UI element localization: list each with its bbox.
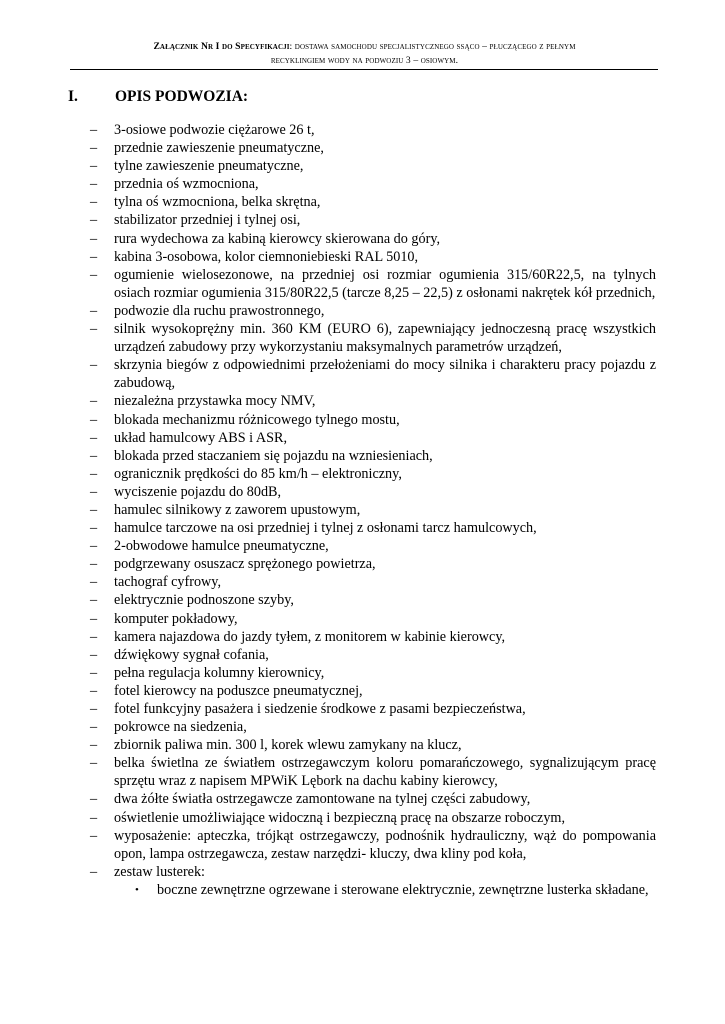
header-annex-label: Załącznik Nr I do Specyfikacji — [153, 41, 290, 52]
list-item-text: tylna oś wzmocniona, belka skrętna, — [114, 194, 321, 211]
list-item — [90, 537, 656, 555]
dash-marker: – — [90, 465, 98, 482]
dash-marker: – — [90, 122, 98, 138]
dash-marker: – — [90, 158, 98, 175]
list-item-text: tachograf cyfrowy, — [114, 574, 222, 591]
list-item-text: oświetlenie umożliwiające widoczną i bezpieczną pracę na obszarze roboczym, — [114, 809, 566, 826]
list-item-text: pokrowce na siedzenia, — [114, 719, 247, 736]
list-item-text: hamulec silnikowy z zaworem upustowym, — [114, 501, 361, 518]
header-annex-subject: : dostawa samochodu specjalistycznego ssąco – płuczącego z pełnym — [289, 41, 576, 52]
list-item — [90, 157, 656, 175]
dash-marker: – — [90, 737, 98, 754]
list-item — [90, 718, 656, 736]
dash-marker: – — [90, 447, 98, 464]
list-item-text: przednia oś wzmocniona, — [114, 176, 259, 193]
list-item — [90, 193, 656, 211]
list-item — [90, 790, 656, 808]
list-item-text: dwa żółte światła ostrzegawcze zamontowane na tylnej części zabudowy, — [114, 791, 531, 808]
dash-marker: – — [90, 719, 98, 736]
dash-marker: – — [90, 393, 98, 410]
dash-marker: – — [90, 194, 98, 211]
page-header — [70, 40, 659, 68]
list-item-text: belka świetlna ze światłem ostrzegawczym koloru pomarańczowego, sygnalizującym pracę sprzętu wraz z napisem MPWiK Lębork na dachu kabiny kierowcy, — [114, 755, 656, 790]
section-title: OPIS PODWOZIA: — [115, 88, 249, 105]
dash-marker: – — [90, 302, 98, 319]
dash-marker: – — [90, 610, 98, 627]
list-item-text: dźwiękowy sygnał cofania, — [114, 646, 269, 663]
list-item-text: hamulce tarczowe na osi przedniej i tylnej z osłonami tarcz hamulcowych, — [114, 520, 537, 537]
list-item-text: ogranicznik prędkości do 85 km/h – elektroniczny, — [114, 465, 402, 482]
list-item — [90, 555, 656, 573]
dash-marker: – — [90, 574, 98, 591]
list-item-text: zbiornik paliwa min. 300 l, korek wlewu zamykany na klucz, — [114, 737, 462, 754]
list-item — [90, 700, 656, 718]
dash-marker: – — [90, 538, 98, 555]
list-item — [90, 429, 656, 447]
list-item — [90, 447, 656, 465]
list-item-text: fotel kierowcy na poduszce pneumatycznej, — [114, 682, 363, 699]
dash-marker: – — [90, 682, 98, 699]
list-item — [90, 754, 656, 790]
list-item-text: rura wydechowa za kabiną kierowcy skierowana do góry, — [114, 230, 441, 247]
dash-marker: – — [90, 556, 98, 573]
list-item-text: tylne zawieszenie pneumatyczne, — [114, 158, 304, 175]
list-item-text: fotel funkcyjny pasażera i siedzenie środkowe z pasami bezpieczeństwa, — [114, 701, 526, 717]
list-item-text: wyciszenie pojazdu do 80dB, — [114, 483, 282, 500]
dash-marker: – — [90, 483, 98, 500]
list-item — [90, 302, 656, 320]
dash-marker: – — [90, 411, 98, 428]
list-item-text: stabilizator przedniej i tylnej osi, — [114, 212, 301, 229]
list-item — [90, 591, 656, 609]
sublist-item — [135, 881, 656, 899]
list-item-text: kamera najazdowa do jazdy tyłem, z monitorem w kabinie kierowcy, — [114, 628, 506, 645]
list-item — [90, 863, 656, 899]
list-item-text: wyposażenie: apteczka, trójkąt ostrzegawczy, podnośnik hydrauliczny, wąż do pompowania opon, lampa ostrzegawcza, zestaw narzędzi- kluczy, dwa kliny pod koła, — [114, 827, 656, 862]
dash-marker: – — [90, 357, 98, 374]
dash-marker: – — [90, 592, 98, 609]
list-item-text: ogumienie wielosezonowe, na przedniej osi rozmiar ogumienia 315/60R22,5, na tylnych osiach rozmiar ogumienia 315/80R22,5 (tarcze 8,25 – 22,5) z osłonami nakrętek kół przednich, — [114, 266, 656, 301]
dash-marker: – — [90, 791, 98, 808]
list-item — [90, 736, 656, 754]
list-item — [90, 356, 656, 392]
specification-list — [90, 121, 656, 899]
section-number: I. — [68, 88, 78, 105]
list-item — [90, 248, 656, 266]
list-item-text: 2-obwodowe hamulce pneumatyczne, — [114, 538, 329, 555]
list-item-text: pełna regulacja kolumny kierownicy, — [114, 664, 325, 681]
dash-marker: – — [90, 140, 98, 157]
list-item-text: skrzynia biegów z odpowiednimi przełożeniami do mocy silnika i charakteru pracy pojazdu z zabudową, — [114, 357, 656, 392]
header-line-1 — [70, 40, 659, 54]
list-item — [90, 573, 656, 591]
list-item-text: elektrycznie podnoszone szyby, — [114, 592, 294, 609]
list-item-text: blokada mechanizmu różnicowego tylnego mostu, — [114, 411, 400, 428]
header-line-2: recyklingiem wody na podwoziu 3 – osiowym. — [270, 55, 459, 66]
dash-marker: – — [90, 266, 98, 283]
dash-marker: – — [90, 212, 98, 229]
list-item-text: przednie zawieszenie pneumatyczne, — [114, 140, 324, 157]
dash-marker: – — [90, 701, 98, 717]
list-item-text: układ hamulcowy ABS i ASR, — [114, 429, 288, 446]
list-item — [90, 465, 656, 483]
dash-marker: – — [90, 176, 98, 193]
list-item — [90, 646, 656, 664]
dash-marker: – — [90, 809, 98, 826]
list-item-text: podwozie dla ruchu prawostronnego, — [114, 302, 325, 319]
dash-marker: – — [90, 664, 98, 681]
list-item — [90, 230, 656, 248]
dash-marker: – — [90, 628, 98, 645]
list-item-text: kabina 3-osobowa, kolor ciemnoniebieski RAL 5010, — [114, 248, 419, 265]
dash-marker: – — [90, 520, 98, 537]
list-item-text: silnik wysokoprężny min. 360 KM (EURO 6), zapewniający jednoczesną pracę wszystkich urządzeń zabudowy przy wykorzystaniu maksymalnych parametrów urządzeń, — [114, 321, 656, 356]
dash-marker: – — [90, 248, 98, 265]
list-item — [90, 139, 656, 157]
list-item — [90, 519, 656, 537]
dash-marker: – — [90, 321, 98, 338]
list-item — [90, 211, 656, 229]
list-item — [90, 121, 656, 139]
dash-marker: – — [90, 501, 98, 518]
header-divider — [70, 69, 658, 70]
list-item — [90, 628, 656, 646]
bullet-icon: • — [135, 883, 139, 896]
list-item — [90, 682, 656, 700]
list-item-text: podgrzewany osuszacz sprężonego powietrza, — [114, 556, 376, 573]
dash-marker: – — [90, 827, 98, 844]
sublist-item-text: boczne zewnętrzne ogrzewane i sterowane elektrycznie, zewnętrzne lusterka składane, — [157, 881, 649, 898]
list-item — [90, 827, 656, 863]
list-item-text: 3-osiowe podwozie ciężarowe 26 t, — [114, 122, 315, 138]
dash-marker: – — [90, 863, 98, 880]
list-item-text: niezależna przystawka mocy NMV, — [114, 393, 316, 410]
list-item-text: blokada przed staczaniem się pojazdu na wzniesieniach, — [114, 447, 433, 464]
dash-marker: – — [90, 646, 98, 663]
dash-marker: – — [90, 230, 98, 247]
list-item-text: komputer pokładowy, — [114, 610, 238, 627]
list-item-text: zestaw lusterek: — [114, 863, 205, 880]
dash-marker: – — [90, 429, 98, 446]
list-item — [90, 266, 656, 302]
list-item — [90, 501, 656, 519]
list-item — [90, 411, 656, 429]
list-item — [90, 664, 656, 682]
list-item — [90, 610, 656, 628]
list-item — [90, 320, 656, 356]
list-item — [90, 483, 656, 501]
list-item — [90, 809, 656, 827]
mirror-sublist — [114, 881, 656, 899]
list-item — [90, 392, 656, 410]
list-item — [90, 175, 656, 193]
dash-marker: – — [90, 755, 98, 772]
